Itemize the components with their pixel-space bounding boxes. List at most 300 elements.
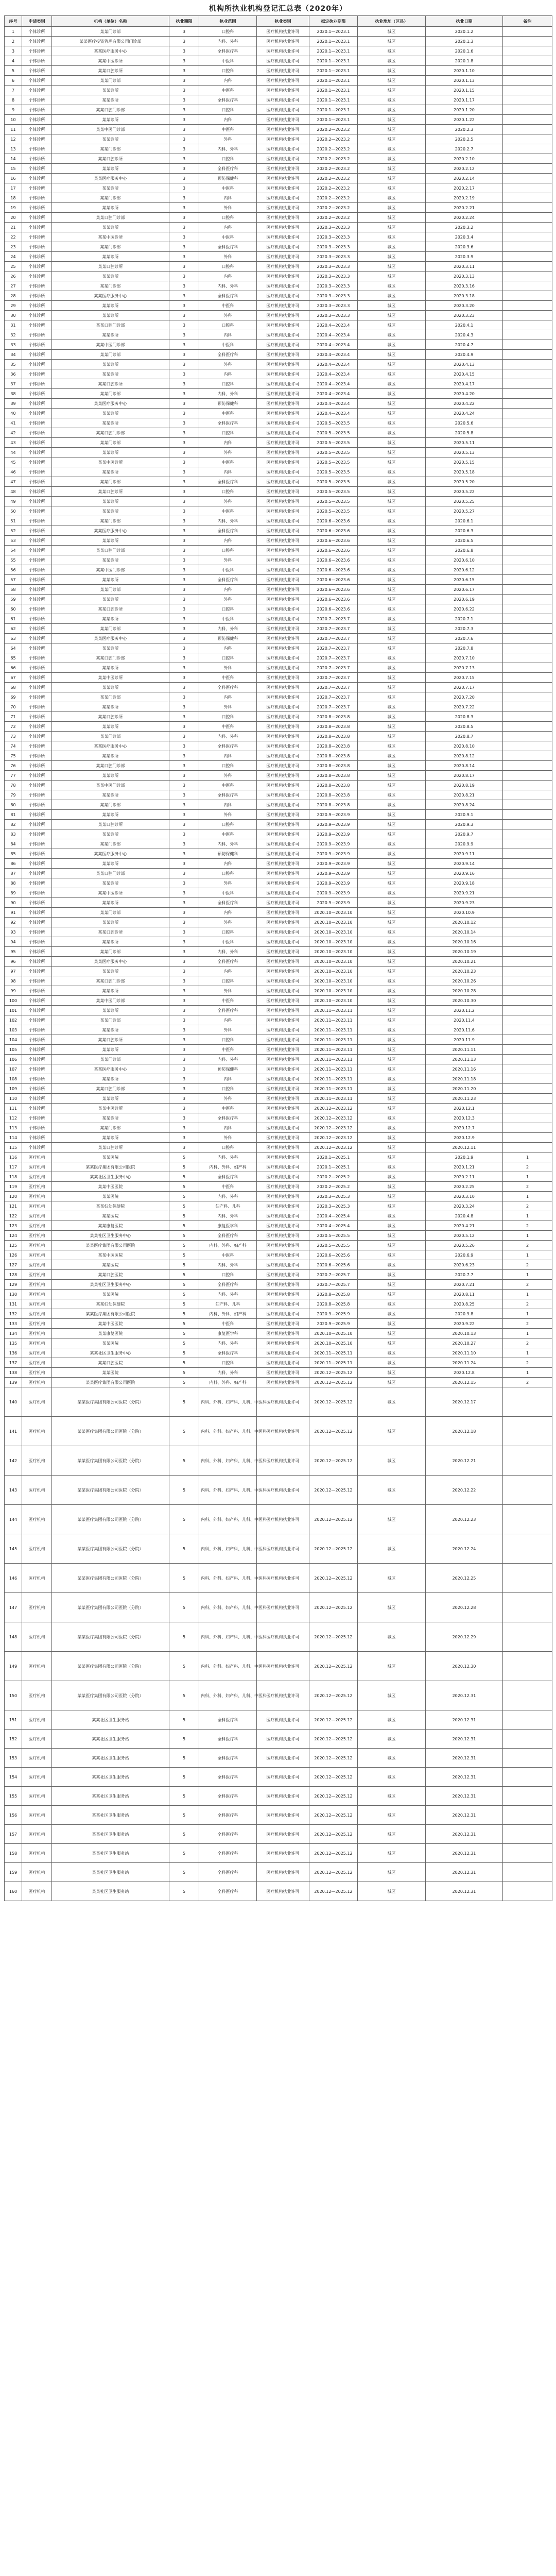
cell-date: 2020.10.14 (426, 927, 503, 937)
cell-scope: 口腔科 (199, 487, 257, 497)
cell-term: 5 (169, 1319, 199, 1329)
cell-period: 2020.1—2023.1 (309, 95, 358, 105)
cell-scope: 内科、外科、妇产科 (199, 1309, 257, 1319)
cell-period: 2020.2—2023.2 (309, 203, 358, 213)
cell-scope: 中医科 (199, 457, 257, 467)
cell-term: 3 (169, 1074, 199, 1084)
cell-term: 3 (169, 262, 199, 272)
cell-category: 个体诊所 (22, 1084, 52, 1094)
cell-term: 3 (169, 46, 199, 56)
cell-category: 个体诊所 (22, 154, 52, 164)
cell-district: 城区 (358, 967, 426, 976)
cell-scope: 全科医疗科 (199, 790, 257, 800)
cell-period: 2020.6—2023.6 (309, 555, 358, 565)
cell-institution: 某某诊所 (52, 134, 169, 144)
document-title: 机构所执业机构登记汇总表（2020年） (209, 5, 347, 13)
cell-category: 个体诊所 (22, 810, 52, 820)
cell-district: 城区 (358, 634, 426, 643)
cell-scope: 康复医学科 (199, 1329, 257, 1338)
cell-category: 个体诊所 (22, 477, 52, 487)
cell-date: 2020.12.15 (426, 1378, 503, 1387)
cell-institution: 某某门诊部 (52, 624, 169, 634)
table-row (5, 898, 552, 908)
cell-date: 2020.12.9 (426, 1133, 503, 1143)
cell-scope: 中医科 (199, 565, 257, 575)
table-row (5, 1015, 552, 1025)
cell-district: 城区 (358, 1260, 426, 1270)
table-row (5, 908, 552, 918)
cell-scope: 外科 (199, 986, 257, 996)
cell-date: 2020.12.8 (426, 1368, 503, 1378)
cell-category: 个体诊所 (22, 869, 52, 878)
cell-index: 8 (5, 95, 22, 105)
cell-index: 25 (5, 262, 22, 272)
cell-type: 医疗机构执业许可 (257, 898, 309, 908)
cell-index: 134 (5, 1329, 22, 1338)
cell-period: 2020.11—2023.11 (309, 1006, 358, 1015)
cell-district: 城区 (358, 1768, 426, 1787)
cell-index: 3 (5, 46, 22, 56)
cell-institution: 某某社区卫生服务站 (52, 1825, 169, 1844)
cell-term: 5 (169, 1476, 199, 1505)
cell-category: 个体诊所 (22, 223, 52, 232)
cell-period: 2020.8—2023.8 (309, 800, 358, 810)
cell-type: 医疗机构执业许可 (257, 624, 309, 634)
cell-period: 2020.12—2023.12 (309, 1104, 358, 1113)
cell-date: 2020.11.2 (426, 1006, 503, 1015)
cell-term: 3 (169, 565, 199, 575)
cell-remark (503, 595, 552, 604)
cell-term: 3 (169, 1045, 199, 1055)
cell-index: 73 (5, 732, 22, 741)
cell-term: 3 (169, 1035, 199, 1045)
cell-period: 2020.1—2023.1 (309, 105, 358, 115)
cell-institution: 某某诊所 (52, 878, 169, 888)
cell-category: 个体诊所 (22, 957, 52, 967)
cell-category: 个体诊所 (22, 438, 52, 448)
cell-period: 2020.4—2023.4 (309, 409, 358, 418)
cell-date: 2020.12.17 (426, 1387, 503, 1417)
cell-term: 3 (169, 203, 199, 213)
cell-scope: 外科 (199, 810, 257, 820)
cell-date: 2020.3.20 (426, 301, 503, 311)
cell-institution: 某某口腔门诊部 (52, 761, 169, 771)
cell-remark (503, 1564, 552, 1593)
cell-institution: 某某诊所 (52, 702, 169, 712)
cell-index: 125 (5, 1241, 22, 1250)
cell-date: 2020.1.17 (426, 95, 503, 105)
cell-category: 医疗机构 (22, 1201, 52, 1211)
cell-district: 城区 (358, 653, 426, 663)
table-row (5, 595, 552, 604)
cell-date: 2020.12.21 (426, 1446, 503, 1476)
cell-remark (503, 771, 552, 781)
cell-institution: 某某医疗集团有限公司医院 (52, 1162, 169, 1172)
cell-type: 医疗机构执业许可 (257, 487, 309, 497)
cell-index: 11 (5, 125, 22, 134)
cell-type: 医疗机构执业许可 (257, 546, 309, 555)
cell-term: 5 (169, 1387, 199, 1417)
cell-scope: 内科 (199, 1015, 257, 1025)
cell-category: 个体诊所 (22, 379, 52, 389)
cell-remark (503, 154, 552, 164)
cell-type: 医疗机构执业许可 (257, 1378, 309, 1387)
cell-district: 城区 (358, 1211, 426, 1221)
cell-index: 58 (5, 585, 22, 595)
cell-institution: 某某医院 (52, 1192, 169, 1201)
cell-scope: 全科医疗科 (199, 95, 257, 105)
table-row (5, 859, 552, 869)
cell-index: 97 (5, 967, 22, 976)
cell-period: 2020.8—2023.8 (309, 781, 358, 790)
cell-district: 城区 (358, 1787, 426, 1806)
cell-type: 医疗机构执业许可 (257, 653, 309, 663)
table-row (5, 134, 552, 144)
cell-institution: 某某口腔门诊部 (52, 869, 169, 878)
cell-category: 个体诊所 (22, 448, 52, 457)
cell-type: 医疗机构执业许可 (257, 154, 309, 164)
cell-period: 2020.12—2025.12 (309, 1564, 358, 1593)
cell-institution: 某某门诊部 (52, 350, 169, 360)
cell-scope: 内科、外科 (199, 1338, 257, 1348)
cell-term: 5 (169, 1309, 199, 1319)
cell-scope: 中医科 (199, 86, 257, 95)
cell-category: 个体诊所 (22, 604, 52, 614)
header-cell: 备注 (503, 16, 552, 27)
cell-term: 3 (169, 1133, 199, 1143)
table-row (5, 810, 552, 820)
cell-district: 城区 (358, 506, 426, 516)
cell-district: 城区 (358, 183, 426, 193)
cell-index: 105 (5, 1045, 22, 1055)
cell-period: 2020.1—2023.1 (309, 66, 358, 76)
cell-term: 5 (169, 1358, 199, 1368)
cell-institution: 某某诊所 (52, 252, 169, 262)
cell-remark (503, 134, 552, 144)
cell-scope: 外科 (199, 918, 257, 927)
cell-category: 个体诊所 (22, 1064, 52, 1074)
cell-institution: 某某门诊部 (52, 692, 169, 702)
cell-institution: 某某口腔门诊部 (52, 1084, 169, 1094)
cell-date: 2020.1.6 (426, 46, 503, 56)
cell-type: 医疗机构执业许可 (257, 849, 309, 859)
cell-scope: 内科、外科 (199, 947, 257, 957)
table-row (5, 1844, 552, 1863)
cell-date: 2020.12.1 (426, 1104, 503, 1113)
cell-type: 医疗机构执业许可 (257, 663, 309, 673)
table-row (5, 1710, 552, 1730)
cell-term: 3 (169, 536, 199, 546)
cell-institution: 某某门诊部 (52, 281, 169, 291)
cell-period: 2020.1—2023.1 (309, 27, 358, 37)
cell-type: 医疗机构执业许可 (257, 330, 309, 340)
cell-remark (503, 888, 552, 898)
cell-index: 109 (5, 1084, 22, 1094)
cell-type: 医疗机构执业许可 (257, 555, 309, 565)
registration-table (4, 15, 552, 1901)
cell-remark: 2 (503, 1378, 552, 1387)
cell-institution: 某某诊所 (52, 771, 169, 781)
cell-district: 城区 (358, 1749, 426, 1768)
cell-index: 155 (5, 1787, 22, 1806)
table-row (5, 1094, 552, 1104)
cell-term: 5 (169, 1221, 199, 1231)
cell-remark (503, 232, 552, 242)
cell-period: 2020.12—2025.12 (309, 1505, 358, 1534)
cell-period: 2020.8—2025.8 (309, 1290, 358, 1299)
table-row (5, 105, 552, 115)
cell-institution: 某某社区卫生服务站 (52, 1844, 169, 1863)
cell-term: 3 (169, 95, 199, 105)
cell-term: 5 (169, 1338, 199, 1348)
cell-date: 2020.4.3 (426, 330, 503, 340)
cell-remark (503, 1882, 552, 1901)
table-row (5, 438, 552, 448)
cell-index: 64 (5, 643, 22, 653)
table-row (5, 1417, 552, 1446)
cell-institution: 某某妇幼保健院 (52, 1201, 169, 1211)
cell-institution: 某某医疗服务中心 (52, 741, 169, 751)
cell-remark (503, 37, 552, 46)
cell-category: 医疗机构 (22, 1241, 52, 1250)
cell-type: 医疗机构执业许可 (257, 967, 309, 976)
cell-institution: 某某社区卫生服务中心 (52, 1231, 169, 1241)
cell-index: 114 (5, 1133, 22, 1143)
cell-remark: 1 (503, 1348, 552, 1358)
cell-scope: 中医科 (199, 56, 257, 66)
cell-term: 3 (169, 643, 199, 653)
cell-district: 城区 (358, 399, 426, 409)
cell-date: 2020.12.31 (426, 1710, 503, 1730)
cell-category: 个体诊所 (22, 585, 52, 595)
cell-institution: 某某诊所 (52, 810, 169, 820)
cell-date: 2020.11.4 (426, 1015, 503, 1025)
cell-district: 城区 (358, 859, 426, 869)
cell-remark (503, 487, 552, 497)
cell-type: 医疗机构执业许可 (257, 1133, 309, 1143)
cell-term: 5 (169, 1882, 199, 1901)
cell-type: 医疗机构执业许可 (257, 467, 309, 477)
cell-scope: 外科 (199, 497, 257, 506)
cell-institution: 某某诊所 (52, 115, 169, 125)
table-row (5, 1319, 552, 1329)
cell-term: 3 (169, 1123, 199, 1133)
cell-remark (503, 1387, 552, 1417)
cell-period: 2020.8—2023.8 (309, 751, 358, 761)
cell-institution: 某某口腔门诊部 (52, 320, 169, 330)
cell-remark (503, 428, 552, 438)
table-row (5, 252, 552, 262)
table-row (5, 1476, 552, 1505)
table-row (5, 1749, 552, 1768)
cell-term: 3 (169, 86, 199, 95)
cell-index: 100 (5, 996, 22, 1006)
cell-district: 城区 (358, 898, 426, 908)
cell-period: 2020.8—2023.8 (309, 722, 358, 732)
cell-scope: 内科 (199, 1074, 257, 1084)
cell-remark (503, 1749, 552, 1768)
cell-type: 医疗机构执业许可 (257, 144, 309, 154)
cell-remark (503, 350, 552, 360)
cell-scope: 口腔科 (199, 761, 257, 771)
cell-index: 9 (5, 105, 22, 115)
cell-index: 157 (5, 1825, 22, 1844)
cell-index: 101 (5, 1006, 22, 1015)
cell-index: 127 (5, 1260, 22, 1270)
cell-type: 医疗机构执业许可 (257, 1787, 309, 1806)
cell-index: 31 (5, 320, 22, 330)
cell-date: 2020.1.22 (426, 115, 503, 125)
cell-period: 2020.1—2025.1 (309, 1153, 358, 1162)
cell-scope: 外科 (199, 771, 257, 781)
table-row (5, 154, 552, 164)
cell-category: 个体诊所 (22, 976, 52, 986)
cell-scope: 口腔科 (199, 262, 257, 272)
cell-period: 2020.8—2023.8 (309, 790, 358, 800)
cell-date: 2020.12.31 (426, 1768, 503, 1787)
table-row (5, 1730, 552, 1749)
cell-type: 医疗机构执业许可 (257, 1270, 309, 1280)
cell-period: 2020.4—2023.4 (309, 350, 358, 360)
cell-category: 个体诊所 (22, 497, 52, 506)
cell-period: 2020.12—2025.12 (309, 1446, 358, 1476)
cell-type: 医疗机构执业许可 (257, 1309, 309, 1319)
cell-type: 医疗机构执业许可 (257, 1622, 309, 1652)
cell-institution: 某某诊所 (52, 683, 169, 692)
cell-period: 2020.11—2023.11 (309, 1055, 358, 1064)
header-cell: 执业范围 (199, 16, 257, 27)
cell-date: 2020.12.24 (426, 1534, 503, 1564)
cell-institution: 某某诊所 (52, 595, 169, 604)
cell-category: 个体诊所 (22, 1113, 52, 1123)
table-row (5, 1182, 552, 1192)
cell-district: 城区 (358, 722, 426, 732)
cell-scope: 外科 (199, 252, 257, 262)
table-row (5, 37, 552, 46)
cell-index: 12 (5, 134, 22, 144)
cell-term: 3 (169, 27, 199, 37)
cell-type: 医疗机构执业许可 (257, 1015, 309, 1025)
cell-district: 城区 (358, 134, 426, 144)
cell-date: 2020.9.16 (426, 869, 503, 878)
cell-institution: 某某医疗集团有限公司医院（分院） (52, 1505, 169, 1534)
cell-category: 个体诊所 (22, 918, 52, 927)
cell-district: 城区 (358, 95, 426, 105)
cell-date: 2020.4.21 (426, 1221, 503, 1231)
cell-remark (503, 1123, 552, 1133)
cell-remark: 2 (503, 1299, 552, 1309)
cell-type: 医疗机构执业许可 (257, 213, 309, 223)
cell-term: 3 (169, 781, 199, 790)
cell-remark (503, 1104, 552, 1113)
cell-date: 2020.7.8 (426, 643, 503, 653)
cell-remark (503, 144, 552, 154)
cell-remark (503, 565, 552, 575)
cell-district: 城区 (358, 1035, 426, 1045)
cell-remark (503, 115, 552, 125)
cell-category: 个体诊所 (22, 516, 52, 526)
cell-category: 个体诊所 (22, 1015, 52, 1025)
cell-period: 2020.2—2023.2 (309, 125, 358, 134)
cell-index: 145 (5, 1534, 22, 1564)
cell-index: 121 (5, 1201, 22, 1211)
cell-term: 3 (169, 673, 199, 683)
cell-category: 个体诊所 (22, 751, 52, 761)
table-row (5, 1045, 552, 1055)
cell-type: 医疗机构执业许可 (257, 732, 309, 741)
cell-category: 个体诊所 (22, 781, 52, 790)
table-row (5, 937, 552, 947)
cell-remark (503, 203, 552, 213)
cell-date: 2020.5.18 (426, 467, 503, 477)
table-row (5, 1564, 552, 1593)
cell-term: 3 (169, 722, 199, 732)
table-row (5, 790, 552, 800)
cell-period: 2020.7—2023.7 (309, 663, 358, 673)
cell-term: 5 (169, 1201, 199, 1211)
cell-scope: 中医科 (199, 1045, 257, 1055)
cell-period: 2020.7—2023.7 (309, 683, 358, 692)
cell-category: 个体诊所 (22, 614, 52, 624)
cell-district: 城区 (358, 1476, 426, 1505)
cell-district: 城区 (358, 869, 426, 878)
table-row (5, 457, 552, 467)
cell-scope: 外科 (199, 448, 257, 457)
cell-district: 城区 (358, 320, 426, 330)
table-row (5, 1387, 552, 1417)
cell-period: 2020.5—2023.5 (309, 497, 358, 506)
cell-date: 2020.9.22 (426, 1319, 503, 1329)
cell-scope: 康复医学科 (199, 1221, 257, 1231)
cell-remark (503, 1710, 552, 1730)
cell-category: 个体诊所 (22, 673, 52, 683)
table-row (5, 27, 552, 37)
cell-type: 医疗机构执业许可 (257, 350, 309, 360)
cell-district: 城区 (358, 741, 426, 751)
cell-term: 3 (169, 360, 199, 369)
cell-institution: 某某社区卫生服务站 (52, 1730, 169, 1749)
cell-term: 3 (169, 281, 199, 291)
cell-type: 医疗机构执业许可 (257, 1329, 309, 1338)
cell-category: 医疗机构 (22, 1162, 52, 1172)
cell-date: 2020.11.20 (426, 1084, 503, 1094)
cell-type: 医疗机构执业许可 (257, 115, 309, 125)
cell-term: 3 (169, 1143, 199, 1153)
cell-type: 医疗机构执业许可 (257, 1241, 309, 1250)
cell-institution: 某某医疗服务中心 (52, 46, 169, 56)
cell-date: 2020.10.19 (426, 947, 503, 957)
cell-scope: 中医科 (199, 125, 257, 134)
cell-term: 3 (169, 908, 199, 918)
cell-scope: 内科、外科、妇产科、儿科、中医科 (199, 1446, 257, 1476)
cell-district: 城区 (358, 996, 426, 1006)
cell-district: 城区 (358, 1368, 426, 1378)
table-row (5, 1652, 552, 1681)
cell-scope: 口腔科 (199, 428, 257, 438)
cell-institution: 某某诊所 (52, 1113, 169, 1123)
cell-period: 2020.12—2025.12 (309, 1681, 358, 1710)
cell-index: 135 (5, 1338, 22, 1348)
cell-type: 医疗机构执业许可 (257, 46, 309, 56)
cell-date: 2020.11.9 (426, 1035, 503, 1045)
cell-index: 144 (5, 1505, 22, 1534)
cell-institution: 某某诊所 (52, 360, 169, 369)
cell-period: 2020.12—2025.12 (309, 1730, 358, 1749)
cell-date: 2020.8.14 (426, 761, 503, 771)
cell-institution: 某某社区卫生服务中心 (52, 1172, 169, 1182)
cell-remark (503, 1094, 552, 1104)
table-row (5, 702, 552, 712)
